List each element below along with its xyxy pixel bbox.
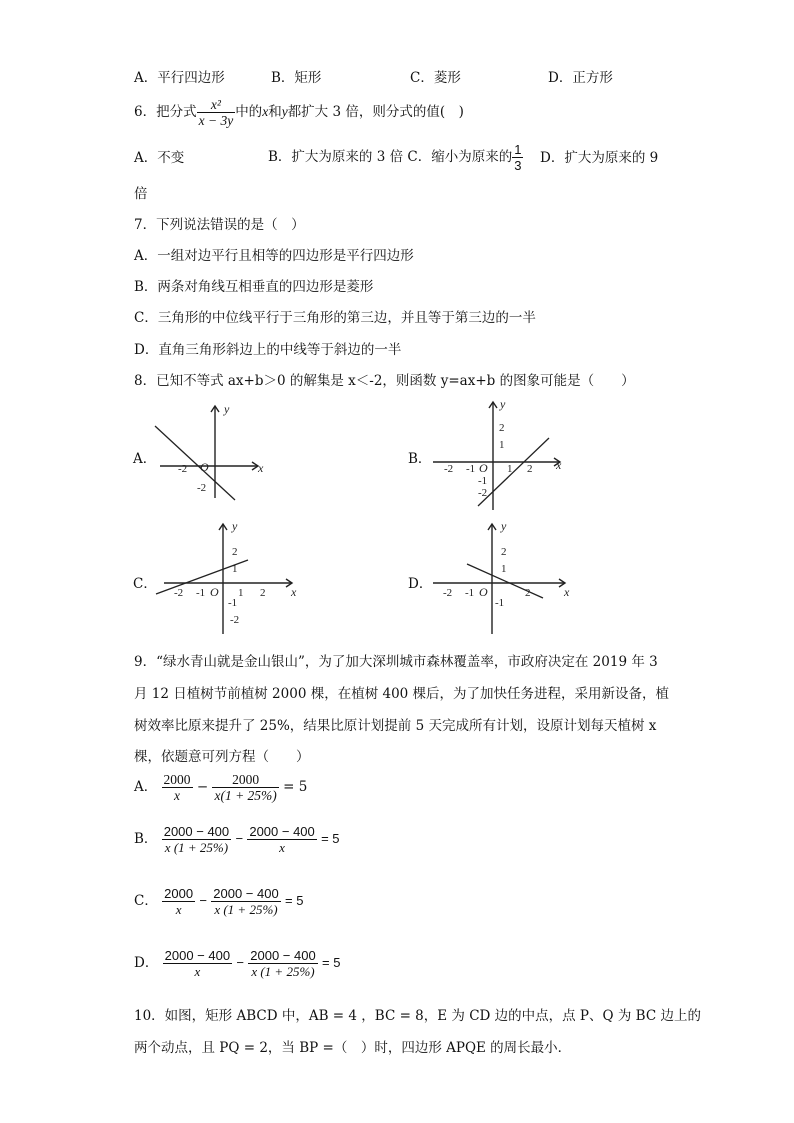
q9-d-frac1: [163, 948, 232, 979]
q9-option-c: [134, 884, 303, 918]
q9-label-c: C．: [134, 893, 158, 909]
q8-graph-d: [425, 518, 575, 638]
y-axis-label: y: [501, 519, 507, 533]
y-axis-label: y: [232, 519, 238, 533]
q7-option-a: A．一组对边平行且相等的四边形是平行四边形: [134, 248, 414, 264]
tick-x-2: 2: [525, 587, 531, 599]
q9-label-b: B．: [134, 831, 158, 847]
origin-label: O: [479, 585, 488, 599]
q5-option-c: C．菱形: [410, 70, 461, 86]
tick-x-neg2: -2: [174, 587, 184, 599]
x-axis-label: x: [291, 585, 297, 599]
x-axis-label: x: [564, 585, 570, 599]
graph-line: [478, 438, 549, 506]
tick-y-neg1: -1: [228, 597, 238, 609]
den: x(1 + 25%): [214, 788, 277, 803]
tick-y-neg1: -1: [478, 475, 488, 487]
den: x (1 + 25%): [251, 964, 315, 979]
num: 2000 − 400: [164, 948, 231, 963]
q9-option-d: [134, 946, 340, 980]
tick-y-neg2: -2: [478, 487, 488, 499]
den: x (1 + 25%): [214, 902, 278, 917]
den: x (1 + 25%): [164, 840, 229, 855]
q6-third-num: 1: [514, 142, 522, 157]
rhs: = 5: [284, 893, 304, 908]
q6-middle2: 和: [268, 104, 282, 120]
q10-line-1: 10．如图，矩形 ABCD 中，AB = 4 ，BC = 8，E 为 CD 边的中点，点 P、Q 为 BC 边上的: [134, 1008, 701, 1024]
den: x: [279, 840, 285, 855]
q6-middle1: 中的: [235, 104, 263, 120]
tick-y-1: 1: [499, 439, 505, 451]
rhs: = 5: [321, 831, 340, 846]
tick-x-neg2: -2: [178, 463, 188, 475]
tick-x-neg1: -1: [196, 587, 206, 599]
q8-graph-label-c: C．: [133, 576, 157, 592]
den: x: [175, 902, 182, 917]
q8-stem: 8．已知不等式 ax+b＞0 的解集是 x＜-2，则函数 y=ax+b 的图象可能是（ ）: [134, 373, 635, 389]
q8-graph-label-a: A．: [133, 451, 157, 467]
num: 2000 − 400: [250, 948, 316, 963]
q6-option-bc-text: B．扩大为原来的 3 倍 C．缩小为原来的: [268, 149, 513, 165]
q7-option-d: D．直角三角形斜边上的中线等于斜边的一半: [134, 342, 402, 358]
q6-stem: [134, 95, 464, 129]
num: 2000 − 400: [249, 824, 315, 839]
q8-graph-label-b: B．: [408, 451, 432, 467]
q9-option-b: [134, 822, 340, 856]
num: 2000: [163, 772, 191, 787]
q6-option-d: D．扩大为原来的 9: [540, 150, 659, 166]
q8-graph-a: [150, 398, 280, 508]
minus: −: [236, 955, 244, 970]
q9-line-2: 月 12 日植树节前植树 2000 棵，在植树 400 棵后，为了加快任务进程，采用新设备，植: [134, 686, 670, 702]
q9-a-frac1: [162, 772, 193, 803]
den: x: [174, 788, 181, 803]
tick-x-neg1: -1: [466, 463, 476, 475]
tick-x-2: 2: [527, 463, 533, 475]
tick-y-1: 1: [232, 563, 238, 575]
q9-line-4: 棵，依题意可列方程（ ）: [134, 749, 310, 765]
q5-option-d: D．正方形: [548, 70, 613, 86]
tick-y-neg1: -1: [495, 597, 505, 609]
q8-graph-c: [152, 518, 302, 638]
q9-d-frac2: [248, 948, 317, 979]
minus: −: [235, 831, 244, 846]
rhs: = 5: [283, 779, 308, 795]
q6-var-y: y: [281, 104, 288, 119]
q9-option-a: [134, 770, 307, 804]
num: 2000 − 400: [213, 886, 279, 901]
origin-label: O: [210, 585, 219, 599]
q9-a-frac2: [212, 772, 278, 803]
q9-line-3: 树效率比原来提升了 25%，结果比原计划提前 5 天完成所有计划，设原计划每天植树 x: [134, 718, 657, 734]
num: 2000 − 400: [163, 824, 230, 839]
q6-option-d-cont: 倍: [134, 186, 148, 202]
tick-y-1: 1: [501, 563, 507, 575]
q6-frac-num: x²: [197, 97, 236, 113]
origin-label: O: [200, 460, 209, 474]
q7-stem: 7．下列说法错误的是（ ）: [134, 217, 305, 233]
tick-x-2: 2: [260, 587, 266, 599]
q9-label-a: A．: [134, 779, 158, 795]
x-axis-label: x: [258, 461, 264, 475]
tick-x-1: 1: [238, 587, 244, 599]
tick-y-2: 2: [499, 422, 505, 434]
x-axis-label: x: [556, 458, 562, 472]
q6-option-bc: [268, 140, 523, 174]
tick-x-neg2: -2: [444, 463, 454, 475]
rhs: = 5: [321, 955, 341, 970]
q6-var-x: x: [262, 104, 269, 119]
q10-line-2: 两个动点，且 PQ = 2，当 BP =（ ）时，四边形 APQE 的周长最小．: [134, 1040, 572, 1056]
q7-option-c: C．三角形的中位线平行于三角形的第三边，并且等于第三边的一半: [134, 310, 536, 326]
q6-suffix: 都扩大 3 倍，则分式的值( ): [287, 104, 464, 120]
q6-third-den: 3: [514, 158, 522, 173]
origin-label: O: [479, 461, 488, 475]
q8-graph-b: [428, 396, 578, 514]
q5-option-a: A．平行四边形: [134, 70, 225, 86]
q9-line-1: 9．“绿水青山就是金山银山”，为了加大深圳城市森林覆盖率，市政府决定在 2019 年 3: [134, 654, 658, 670]
graph-line: [155, 426, 235, 500]
q5-option-b: B．矩形: [271, 70, 322, 86]
q8-graph-label-d: D．: [408, 576, 433, 592]
num: 2000: [164, 886, 194, 901]
q6-prefix: 6．把分式: [134, 104, 197, 120]
q9-c-frac1: [162, 886, 195, 917]
q9-b-frac2: [247, 824, 316, 855]
q6-option-a: A．不变: [134, 150, 185, 166]
tick-y-2: 2: [232, 546, 238, 558]
y-axis-label: y: [500, 397, 506, 411]
minus: −: [196, 779, 209, 795]
tick-y-2: 2: [501, 546, 507, 558]
tick-x-neg2: -2: [443, 587, 453, 599]
q9-b-frac1: [162, 824, 231, 855]
tick-y-neg2: -2: [230, 614, 240, 626]
minus: −: [199, 893, 207, 908]
q6-fraction: [197, 97, 236, 128]
num: 2000: [212, 772, 278, 788]
tick-x-neg1: -1: [465, 587, 475, 599]
q9-label-d: D．: [134, 955, 159, 971]
den: x: [194, 964, 201, 979]
q6-one-third: [512, 142, 523, 173]
tick-y-neg2: -2: [197, 482, 207, 494]
q9-c-frac2: [211, 886, 280, 917]
tick-x-1: 1: [507, 463, 513, 475]
q6-frac-den: x − 3y: [198, 113, 234, 128]
y-axis-label: y: [224, 402, 230, 416]
q7-option-b: B．两条对角线互相垂直的四边形是菱形: [134, 279, 374, 295]
